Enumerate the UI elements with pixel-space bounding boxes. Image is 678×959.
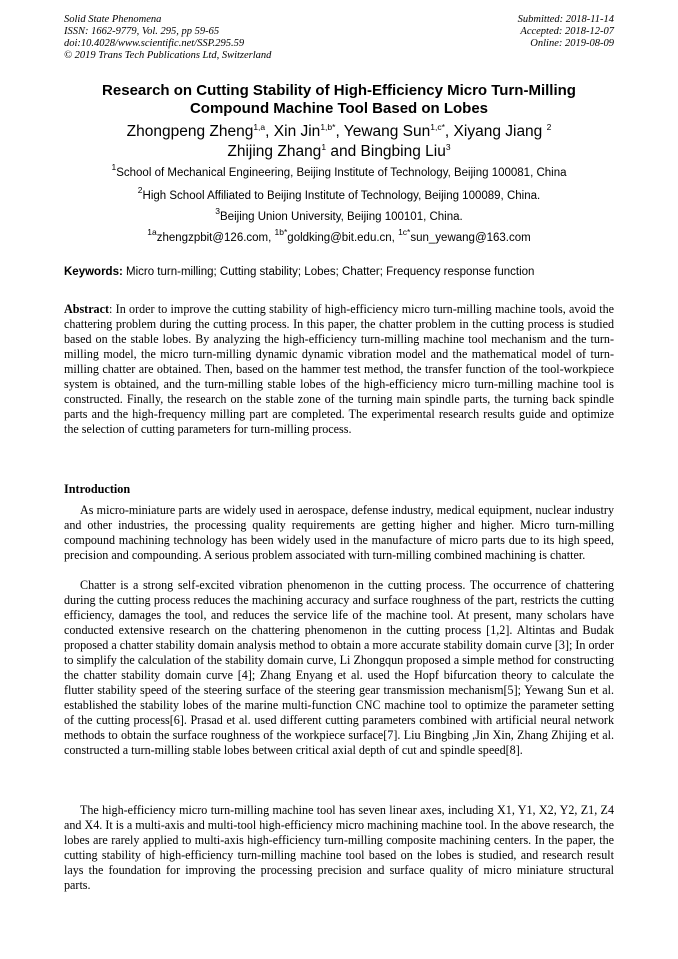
author-affil-sup: 1,b* [320, 122, 336, 132]
author-affil-sup: 1 [321, 142, 327, 152]
abstract-label: Abstract [64, 302, 110, 316]
email-1: zhengzpbit@126.com, [156, 232, 275, 244]
affiliation-3: $^3$Beijing Union University, Beijing 100101, China. [215, 206, 463, 223]
affiliation-2: $^2$High School Affiliated to Beijing Institute of Technology, Beijing 100089, China. [137, 185, 541, 202]
author-list [40, 122, 638, 162]
section-heading-introduction: Introduction [64, 482, 131, 496]
dates-header [518, 14, 614, 50]
author-affil-sup: 3 [445, 142, 451, 152]
email-3: sun_yewang@163.com [410, 232, 531, 244]
author-name: Bingbing Liu [360, 143, 446, 160]
intro-paragraph-2: Chatter is a strong self-excited vibration phenomenon in the cutting process. The occurrence of chattering during the cutting process reduces the machining accuracy and surface roughness of the part, restricts the cutting efficiency, damages the tool, and reduces the service life of the machine tool. At present, many scholars have conducted extensive research on the chattering phenomenon in the cutting process [1,2]. Altintas and Budak proposed a chatter stability domain analysis method to obtain a more accurate stability domain curve [3]; In order to simplify the calculation of the stability domain curve, Li Zhongqun proposed a simple method for constructing the chatter stability domain curve [4]; Zhang Enyang et al. used the Hopf bifurcation theory to calculate the flutter stability speed of the steering surface of the steering gear transmission mechanism[5]; Yewang Sun et al. established the stability lobes of the marine multi-function CNC machine tool to optimize the parameter setting of the cutting process[6]. Prasad et al. used different cutting parameters combined with artificial neural network methods to obtain the surface roughness of the workpiece surface[7]. Liu Bingbing ,Jin Xin, Zhang Zhijing et al. constructed a turn-milling stable lobes between critical axial depth of cut and spindle speed[8]. [64, 578, 614, 757]
journal-issn: ISSN: 1662-9779, Vol. 295, pp 59-65 [64, 26, 220, 37]
keywords-label: Keywords: [64, 266, 123, 278]
author-name: Zhijing Zhang [227, 143, 322, 160]
paper-title [50, 82, 628, 118]
author-name: Yewang Sun [343, 123, 431, 140]
journal-copyright: © 2019 Trans Tech Publications Ltd, Switzerland [64, 50, 272, 61]
author-line-1: Zhongpeng Zheng$^{1,a}$, Xin Jin$^{1,b*}$, Yewang Sun$^{1,c*}$, Xiyang Jiang $^2$ [126, 122, 552, 140]
keywords-text: Micro turn-milling; Cutting stability; Lobes; Chatter; Frequency response function [122, 266, 535, 278]
affiliation-1: $^1$School of Mechanical Engineering, Beijing Institute of Technology, Beijing 100081, China [111, 162, 567, 179]
author-name: Xiyang Jiang [453, 123, 543, 140]
email-list: $^{1a}$zhengzpbit@126.com, $^{1b*}$goldking@bit.edu.cn, $^{1c*}$sun_yewang@163.com [147, 227, 531, 244]
intro-paragraph-1: As micro-miniature parts are widely used in aerospace, defense industry, medical equipment, nuclear industry and other industries, the processing quality requirements are getting higher and higher. Micro turn-milling compound machining technology has been widely used in the manufacture of micro parts due to its high speed, precision and compounding. A serious problem associated with turn-milling combined machining is chatter. [64, 503, 614, 562]
date-submitted: Submitted: 2018-11-14 [517, 14, 614, 25]
abstract-text: : In order to improve the cutting stability of high-efficiency micro turn-milling machine tools, avoid the chattering problem during the cutting process. In this paper, the chatter problem in the cutting process is studied based on the stable lobes. By analyzing the high-efficiency turn-milling machine tool mechanism and the turn-milling model, the micro turn-milling dynamic dynamic vibration model and the mathematical model of turn-milling chatter are obtained. Then, based on the hammer test method, the transfer function of the tool-workpiece system is obtained, and the turn-milling stable lobes of the high-efficiency micro turn-milling machine tool is constructed. Finally, the research on the stable zone of the turning main spindle parts, the turning back spindle parts and the high-frequency milling part are completed. The experimental research results guide and optimize the selection of cutting parameters for turn-milling process. [64, 302, 614, 436]
date-accepted: Accepted: 2018-12-07 [520, 26, 614, 37]
author-name: Xin Jin [273, 123, 321, 140]
title-line-2: Compound Machine Tool Based on Lobes [189, 100, 489, 117]
date-online: Online: 2019-08-09 [530, 38, 614, 49]
author-affil-sup: 1,a [253, 122, 266, 132]
title-line-1: Research on Cutting Stability of High-Efficiency Micro Turn-Milling [102, 82, 576, 99]
author-name: Zhongpeng Zheng [126, 123, 254, 140]
journal-header [64, 14, 271, 62]
author-affil-sup: 2 [546, 122, 552, 132]
journal-name: Solid State Phenomena [64, 14, 162, 25]
abstract [64, 302, 614, 437]
journal-doi: doi:10.4028/www.scientific.net/SSP.295.59 [64, 38, 245, 49]
email-2: goldking@bit.edu.cn, [287, 232, 399, 244]
keywords [64, 266, 614, 278]
intro-paragraph-3: The high-efficiency micro turn-milling machine tool has seven linear axes, including X1, Y1, X2, Y2, Z1, Z4 and X4. It is a multi-axis and multi-tool high-efficiency micro machining machine tool. In the above research, the lobes are rarely applied to multi-axis high-efficiency turn-milling composite machining centers. In the paper, the cutting stability of high-efficiency turn-milling machine tool based on the lobes is studied, and research result lays the foundation for improving the processing precision and surface quality of micro miniature structural parts. [64, 803, 614, 892]
author-line-2: Zhijing Zhang$^1$ and Bingbing Liu$^3$ [227, 142, 451, 160]
author-affil-sup: 1,c* [430, 122, 445, 132]
